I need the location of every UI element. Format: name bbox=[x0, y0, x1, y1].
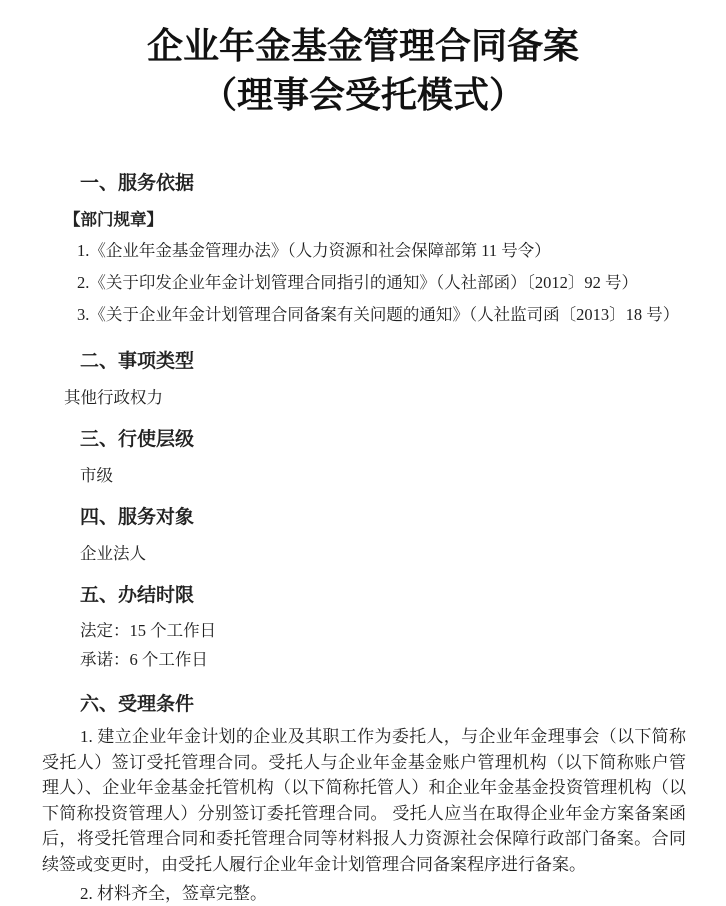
section-service-basis bbox=[40, 173, 686, 331]
section-heading: 六、受理条件 bbox=[80, 694, 195, 715]
title-line-1: 企业年金基金管理合同备案 bbox=[146, 26, 579, 66]
subsection-label: 【部门规章】 bbox=[64, 211, 163, 229]
section-heading: 三、行使层级 bbox=[80, 429, 195, 450]
section-service-target bbox=[40, 507, 686, 565]
section-exercise-level bbox=[40, 429, 686, 487]
section-heading: 四、服务对象 bbox=[80, 507, 195, 528]
section-heading: 一、服务依据 bbox=[80, 173, 195, 194]
condition-item: 2. 材料齐全，签章完整。 bbox=[80, 884, 267, 903]
document-title bbox=[40, 22, 686, 120]
regulation-item: 3.《关于企业年金计划管理合同备案有关问题的通知》（人社监司函〔2013〕18 号） bbox=[77, 305, 680, 324]
time-limit-block bbox=[40, 616, 686, 674]
regulation-item: 2.《关于印发企业年金计划管理合同指引的通知》（人社部函）〔2012〕92 号） bbox=[77, 273, 638, 292]
promised-time-line: 承诺：6 个工作日 bbox=[80, 650, 208, 669]
regulation-list bbox=[77, 235, 686, 331]
statutory-time-line: 法定：15 个工作日 bbox=[80, 621, 217, 640]
title-line-2: （理事会受托模式） bbox=[200, 75, 525, 115]
section-item-type bbox=[40, 351, 686, 409]
section-heading: 五、办结时限 bbox=[80, 585, 195, 606]
condition-paragraph: 1. 建立企业年金计划的企业及其职工作为委托人，与企业年金理事会（以下简称受托人）签订受托管理合同。受托人与企业年金基金账户管理机构（以下简称账户管理人）、企业年金基金托管机构（以下简称托管人）和企业年金基金投资管理机构（以下简称投资管理人）分别签订委托管理合同。 受托人应当在取得企业年金方案备案函后，将受托管理合同和委托管理合同等材料报人力资源社会保障行政部门备案。合同续签或变更时，由受托人履行企业年金计划管理合同备案程序进行备案。 bbox=[42, 727, 686, 874]
regulation-item: 1.《企业年金基金管理办法》（人力资源和社会保障部第 11 号令） bbox=[77, 241, 551, 260]
section-heading: 二、事项类型 bbox=[80, 351, 195, 372]
section-value: 企业法人 bbox=[80, 544, 146, 563]
section-value: 市级 bbox=[80, 466, 113, 485]
section-time-limit bbox=[40, 585, 686, 674]
section-value: 其他行政权力 bbox=[64, 388, 163, 407]
section-acceptance-conditions bbox=[40, 694, 686, 906]
